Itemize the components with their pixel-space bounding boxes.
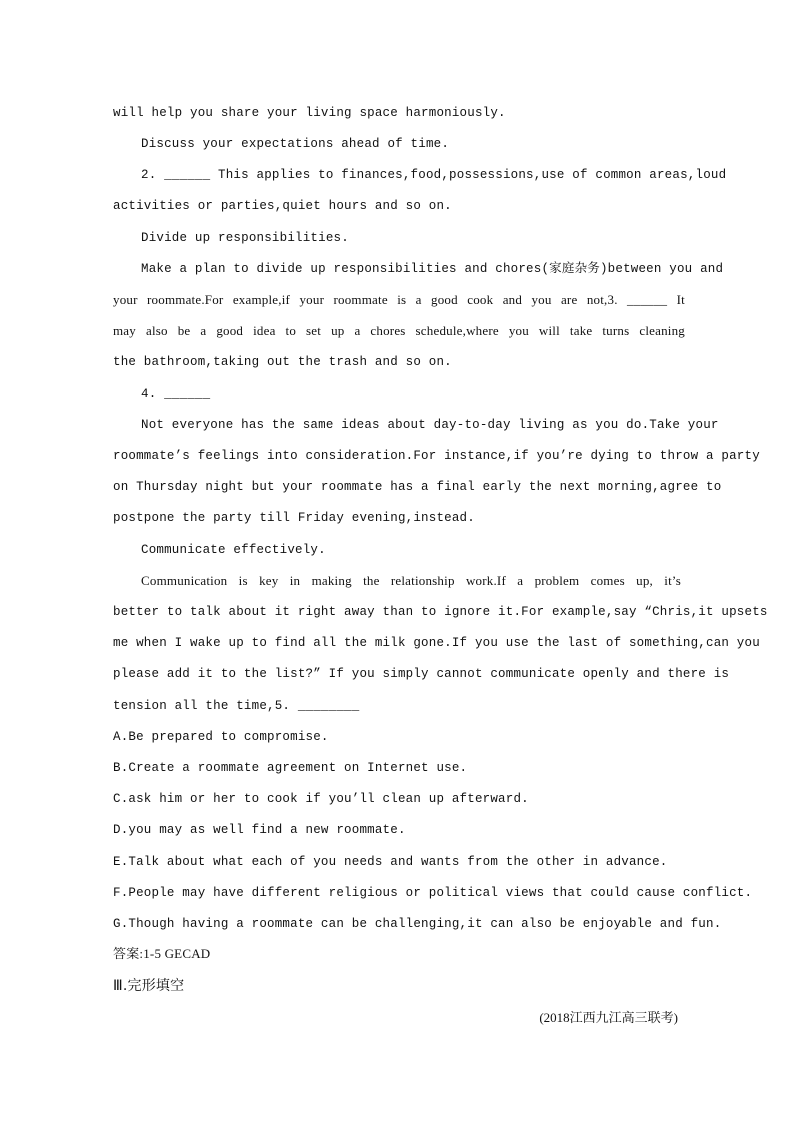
passage-line: on Thursday night but your roommate has a final early the next morning,agree to xyxy=(113,480,722,494)
passage-line: postpone the party till Friday evening,instead. xyxy=(113,511,475,525)
source-note: (2018江西九江高三联考) xyxy=(539,1010,678,1025)
passage-line: better to talk about it right away than to ignore it.For example,say “Chris,it upsets xyxy=(113,605,768,619)
option-e: E.Talk about what each of you needs and wants from the other in advance. xyxy=(113,855,668,869)
question-4-line: 4. ______ xyxy=(141,387,211,401)
passage-line: the bathroom,taking out the trash and so on. xyxy=(113,355,452,369)
passage-heading-communicate: Communicate effectively. xyxy=(141,543,326,557)
question-2-line: 2. ______ This applies to finances,food,possessions,use of common areas,loud xyxy=(141,168,727,182)
option-d: D.you may as well find a new roommate. xyxy=(113,823,406,837)
section-heading: Ⅲ.完形填空 xyxy=(113,978,185,994)
question-3-line: your roommate.For example,if your roommate is a good cook and you are not,3. ______ It xyxy=(113,292,685,307)
option-g: G.Though having a roommate can be challenging,it can also be enjoyable and fun. xyxy=(113,917,722,931)
answer-key: 答案:1-5 GECAD xyxy=(113,946,211,961)
passage-line: me when I wake up to find all the milk gone.If you use the last of something,can you xyxy=(113,636,760,650)
option-b: B.Create a roommate agreement on Internet use. xyxy=(113,761,468,775)
option-c: C.ask him or her to cook if you’ll clean up afterward. xyxy=(113,792,529,806)
question-5-line: tension all the time,5. ________ xyxy=(113,699,360,713)
passage-line: Communication is key in making the relationship work.If a problem comes up, it’s xyxy=(141,573,681,588)
passage-line: roommate’s feelings into consideration.For instance,if you’re dying to throw a party xyxy=(113,449,760,463)
passage-line: may also be a good idea to set up a chores schedule,where you will take turns cleaning xyxy=(113,323,685,338)
passage-line: please add it to the list?” If you simply cannot communicate openly and there is xyxy=(113,667,730,681)
passage-line: Not everyone has the same ideas about day-to-day living as you do.Take your xyxy=(141,418,719,432)
option-a: A.Be prepared to compromise. xyxy=(113,730,329,744)
passage-heading-discuss: Discuss your expectations ahead of time. xyxy=(141,137,450,151)
passage-line: will help you share your living space harmoniously. xyxy=(113,106,506,120)
passage-line: activities or parties,quiet hours and so on. xyxy=(113,199,452,213)
passage-line: Make a plan to divide up responsibilities and chores(家庭杂务)between you and xyxy=(141,262,724,276)
passage-heading-divide: Divide up responsibilities. xyxy=(141,231,349,245)
option-f: F.People may have different religious or political views that could cause conflict. xyxy=(113,886,753,900)
